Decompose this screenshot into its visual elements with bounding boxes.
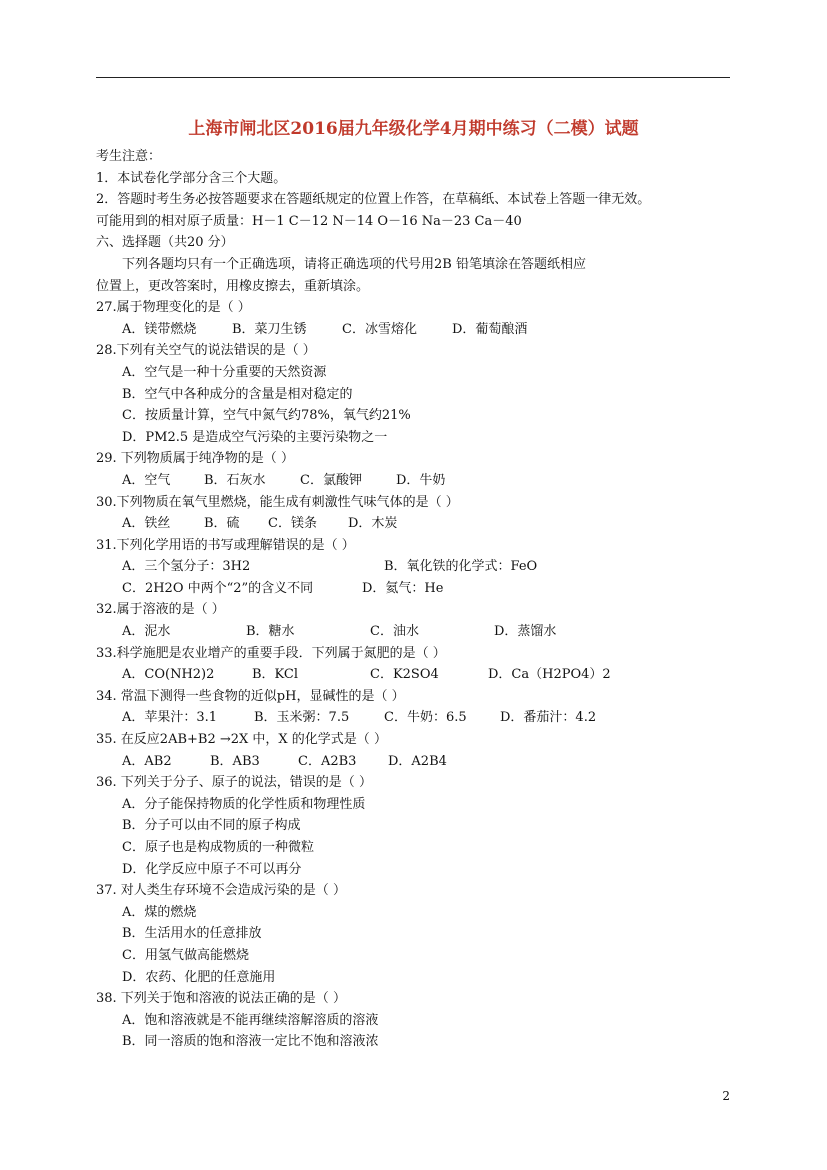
question-27-options: [96, 319, 736, 341]
option-a: A．三个氢分子：3H2: [122, 559, 251, 575]
question-31-options-row-1: [96, 556, 736, 578]
option-d: D．Ca（H2PO4）2: [488, 667, 611, 683]
option-d: D．木炭: [348, 516, 398, 532]
question-35: 35. 在反应2AB+B2 →2X 中，X 的化学式是（ ）: [96, 732, 387, 748]
question-34: 34. 常温下测得一些食物的近似pH，显碱性的是（ ）: [96, 688, 405, 704]
header-rule: [96, 77, 730, 78]
section-instruction-2: 位置上，更改答案时，用橡皮擦去，重新填涂。: [96, 278, 370, 294]
section-instruction-1: 下列各题均只有一个正确选项，请将正确选项的代号用2B 铅笔填涂在答题纸相应: [122, 256, 586, 272]
option-d: D．A2B4: [388, 753, 447, 769]
option-a: A．苹果汁：3.1: [122, 710, 218, 726]
option-d: D．化学反应中原子不可以再分: [122, 861, 302, 877]
option-a: A．空气是一种十分重要的天然资源: [122, 364, 327, 380]
option-d: D．番茄汁：4.2: [500, 710, 597, 726]
notice-item-1: 1．本试卷化学部分含三个大题。: [96, 170, 287, 186]
option-c: C．按质量计算，空气中氮气约78%，氧气约21%: [122, 408, 411, 424]
question-38: 38. 下列关于饱和溶液的说法正确的是（ ）: [96, 991, 346, 1007]
option-b: B．糖水: [246, 624, 295, 640]
section-heading: 六、选择题（共20 分）: [96, 235, 234, 251]
question-37: 37. 对人类生存环境不会造成污染的是（ ）: [96, 883, 346, 899]
question-33-options: [96, 664, 736, 686]
option-b: B．同一溶质的饱和溶液一定比不饱和溶液浓: [122, 1034, 379, 1050]
option-c: C．氯酸钾: [300, 472, 362, 488]
option-a: A．分子能保持物质的化学性质和物理性质: [122, 796, 366, 812]
notice-item-2: 2．答题时考生务必按答题要求在答题纸规定的位置上作答，在草稿纸、本试卷上答题一律无效。: [96, 192, 651, 208]
notice-heading: 考生注意：: [96, 149, 162, 164]
option-b: B．KCl: [252, 667, 299, 683]
option-d: D．氦气：He: [362, 580, 444, 596]
option-c: C．2H2O 中两个“2”的含义不同: [122, 580, 314, 596]
option-d: D．葡萄酿酒: [452, 321, 528, 337]
option-c: C．冰雪熔化: [342, 321, 417, 337]
option-a: A．铁丝: [122, 516, 171, 532]
option-a: A．CO(NH2)2: [122, 667, 215, 683]
option-a: A．煤的燃烧: [122, 904, 197, 920]
option-a: A．泥水: [122, 624, 171, 640]
page-number: 2: [722, 1089, 730, 1103]
option-c: C．用氢气做高能燃烧: [122, 947, 249, 963]
option-c: C．镁条: [268, 516, 317, 532]
option-d: D．牛奶: [396, 472, 446, 488]
option-d: D．蒸馏水: [494, 624, 557, 640]
question-30-options: [96, 513, 736, 535]
option-a: A．镁带燃烧: [122, 321, 197, 337]
question-33: 33.科学施肥是农业增产的重要手段．下列属于氮肥的是（ ）: [96, 645, 446, 661]
option-d: D．农药、化肥的任意施用: [122, 969, 276, 985]
question-31: 31.下列化学用语的书写或理解错误的是（ ）: [96, 537, 355, 553]
atomic-masses: 可能用到的相对原子质量：H－1 C－12 N－14 O－16 Na－23 Ca－40: [96, 213, 522, 229]
option-a: A．饱和溶液就是不能再继续溶解溶质的溶液: [122, 1012, 379, 1028]
option-b: B．分子可以由不同的原子构成: [122, 818, 301, 834]
question-35-options: [96, 751, 736, 773]
question-27: 27.属于物理变化的是（ ）: [96, 300, 251, 316]
question-29-options: [96, 470, 736, 492]
option-a: A．空气: [122, 472, 171, 488]
option-c: C．油水: [370, 624, 419, 640]
question-28: 28.下列有关空气的说法错误的是（ ）: [96, 343, 316, 359]
question-31-options-row-2: [96, 578, 736, 600]
option-c: C．K2SO4: [370, 667, 439, 683]
option-c: C．A2B3: [298, 753, 357, 769]
question-32: 32.属于溶液的是（ ）: [96, 602, 225, 618]
option-b: B．生活用水的任意排放: [122, 926, 262, 942]
question-32-options: [96, 621, 736, 643]
option-b: B．硫: [204, 516, 240, 532]
option-b: B．菜刀生锈: [232, 321, 307, 337]
question-36: 36. 下列关于分子、原子的说法，错误的是（ ）: [96, 775, 372, 791]
option-b: B．空气中各种成分的含量是相对稳定的: [122, 386, 353, 402]
page-title: 上海市闸北区2016届九年级化学4月期中练习（二模）试题: [188, 119, 639, 139]
option-a: A．AB2: [122, 753, 172, 769]
question-30: 30.下列物质在氧气里燃烧，能生成有刺激性气味气体的是（ ）: [96, 494, 459, 510]
option-c: C．原子也是构成物质的一种微粒: [122, 840, 314, 855]
document-body: [96, 146, 736, 1053]
option-b: B．石灰水: [204, 472, 266, 488]
option-b: B．氧化铁的化学式：FeO: [384, 559, 538, 575]
question-34-options: [96, 707, 736, 729]
option-c: C．牛奶：6.5: [384, 710, 467, 726]
option-b: B．AB3: [210, 753, 260, 769]
option-b: B．玉米粥：7.5: [254, 710, 350, 726]
question-29: 29. 下列物质属于纯净物的是（ ）: [96, 451, 294, 467]
option-d: D．PM2.5 是造成空气污染的主要污染物之一: [122, 429, 388, 445]
